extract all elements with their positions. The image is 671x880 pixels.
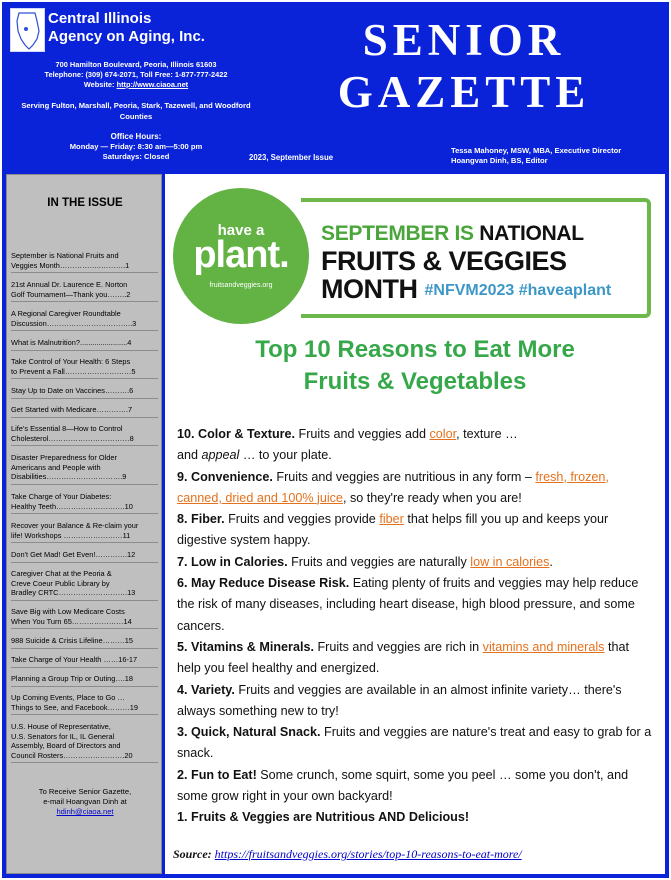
toc-item[interactable]: [11, 655, 158, 668]
toc-item-line: Save Big with Low Medicare Costs: [11, 607, 125, 616]
toc-item-line: Take Control of Your Health: 6 Steps: [11, 357, 131, 366]
reason-7: 7. Low in Calories. Fruits and veggies are naturally low in calories.: [177, 554, 553, 569]
toc-item-line: Recover your Balance & Re-claim your: [11, 521, 139, 530]
toc-item-line: Council Rosters…………………….20: [11, 750, 133, 760]
toc-item-line: September is National Fruits and: [11, 251, 119, 260]
toc-item[interactable]: [11, 338, 158, 351]
toc-item-line: Veggies Month……………..……….1: [11, 260, 130, 270]
banner-box: [301, 198, 651, 318]
banner-line1: SEPTEMBER IS NATIONAL: [321, 222, 584, 245]
vitamins-link[interactable]: vitamins and minerals: [482, 639, 605, 654]
toc-item-line: Golf Tournament—Thank you……..2: [11, 289, 131, 299]
table-of-contents: [6, 174, 162, 874]
website-link[interactable]: http://www.ciaoa.net: [116, 80, 189, 89]
toc-item-line: Up Coming Events, Place to Go …: [11, 693, 125, 702]
toc-item[interactable]: [11, 386, 158, 399]
staff-credits: Tessa Mahoney, MSW, MBA, Executive Director Hoangvan Dinh, BS, Editor: [451, 146, 622, 165]
toc-item-line: U.S. Senators for IL, IL General: [11, 731, 115, 741]
toc-item-line: U.S. House of Representative,: [11, 722, 111, 731]
toc-item-line: Planning a Group Trip or Outing….18: [11, 674, 134, 683]
main-article: [165, 174, 665, 874]
source-citation: Source: https://fruitsandveggies.org/stories/top-10-reasons-to-eat-more/: [173, 847, 522, 861]
agency-name: Central Illinois Agency on Aging, Inc.: [48, 10, 205, 45]
banner-line2: FRUITS & VEGGIES: [321, 246, 567, 276]
subscribe-email-link[interactable]: hdinh@ciaoa.net: [56, 807, 114, 816]
toc-item-line: to Prevent a Fall………………………5: [11, 366, 136, 376]
toc-item-line: Cholesterol……………………………8: [11, 433, 134, 443]
toc-item-line: life! Workshops ……………………11: [11, 530, 131, 540]
calories-link[interactable]: low in calories: [470, 554, 550, 569]
have-a-plant-logo: have a plant. fruitsandveggies.org: [173, 188, 309, 324]
toc-item-line: Creve Coeur Public Library by: [11, 578, 110, 588]
toc-item-line: Americans and People with: [11, 462, 101, 472]
masthead-header: [4, 4, 667, 170]
source-link[interactable]: https://fruitsandveggies.org/stories/top-10-reasons-to-eat-more/: [214, 847, 522, 861]
forms-link[interactable]: fresh, frozen, canned, dried and 100% juice: [177, 469, 609, 505]
toc-item[interactable]: [11, 607, 158, 629]
agency-logo: [10, 8, 45, 52]
subscribe-info: To Receive Senior Gazette, e-mail Hoangvan Dinh at hdinh@ciaoa.net: [38, 787, 132, 816]
article-title: Top 10 Reasons to Eat More Fruits & Vegetables: [255, 336, 575, 395]
toc-item-line: Discussion……………………………..3: [11, 318, 137, 328]
color-link[interactable]: color: [429, 427, 457, 441]
reason-3: 3. Quick, Natural Snack. Fruits and veggies are nature's treat and easy to grab for a snack.: [177, 725, 652, 761]
toc-item-line: What is Malnutrition?.......................4: [11, 338, 132, 347]
agency-contact: [16, 60, 256, 90]
toc-item[interactable]: [11, 550, 158, 563]
reason-4: 4. Variety. Fruits and veggies are available in an almost infinite variety… there's always something new to try!: [177, 682, 622, 718]
toc-item-line: Bradley CRTC……………………….13: [11, 588, 136, 597]
toc-item-line: Stay Up to Date on Vaccines……….6: [11, 386, 134, 395]
toc-item[interactable]: [11, 405, 158, 418]
toc-item[interactable]: [11, 674, 158, 687]
toc-item[interactable]: [11, 521, 158, 543]
toc-item[interactable]: [11, 636, 158, 649]
reason-2: 2. Fun to Eat! Some crunch, some squirt, some you peel … some you don't, and some grow right in your own backyard!: [177, 767, 629, 804]
banner-line3: MONTH #NFVM2023 #haveaplant: [321, 274, 612, 304]
illinois-map-icon: [11, 9, 44, 51]
toc-item[interactable]: [11, 280, 158, 302]
website-label: Website:: [83, 80, 117, 89]
toc-item-line: Disaster Preparedness for Older: [11, 453, 117, 462]
issue-date: 2023, September Issue: [249, 153, 334, 162]
toc-item-line: Take Charge of Your Diabetes:: [11, 492, 112, 501]
reason-5: 5. Vitamins & Minerals. Fruits and veggies are rich in vitamins and minerals that help you feel healthy and energized.: [177, 639, 629, 676]
toc-item-line: Don't Get Mad! Get Even!………….12: [11, 550, 136, 559]
address: 700 Hamilton Boulevard, Peoria, Illinois 61603: [55, 60, 217, 69]
toc-item-line: Caregiver Chat at the Peoria &: [11, 569, 112, 578]
toc-item-line: Get Started with Medicare………….7: [11, 405, 133, 414]
reason-9: 9. Convenience. Fruits and veggies are nutritious in any form – fresh, frozen, canned, dried and 100% juice, so they're ready when you are!: [177, 469, 609, 505]
nfvm-banner: [173, 188, 657, 324]
toc-item-line: When You Turn 65…………………14: [11, 616, 132, 626]
toc-item-line: Healthy Teeth……………………….10: [11, 501, 133, 511]
toc-item-line: 988 Suicide & Crisis Lifeline………15: [11, 636, 133, 645]
toc-item[interactable]: [11, 309, 158, 331]
toc-item-line: Life's Essential 8—How to Control: [11, 424, 123, 433]
reason-6: 6. May Reduce Disease Risk. Eating plenty of fruits and veggies may help reduce the risk of many diseases, including heart disease, high blood pressure, and some cancers.: [177, 576, 639, 633]
toc-item[interactable]: [11, 492, 158, 514]
service-area: Serving Fulton, Marshall, Peoria, Stark, Tazewell, and Woodford Counties: [21, 101, 251, 121]
article-body: [177, 424, 655, 829]
newsletter-title: SENIOR GAZETTE: [337, 15, 591, 117]
reason-10: 10. Color & Texture. Fruits and veggies add color, texture … and appeal … to your plate.: [177, 427, 518, 463]
toc-item[interactable]: [11, 424, 158, 446]
toc-item[interactable]: [11, 693, 158, 715]
toc-item-line: Things to See, and Facebook………19: [11, 702, 138, 712]
banner-hashtags: #NFVM2023 #haveaplant: [424, 282, 612, 299]
toc-item[interactable]: [11, 251, 158, 273]
toc-item[interactable]: [11, 357, 158, 379]
toc-item-line: A Regional Caregiver Roundtable: [11, 309, 121, 318]
toc-item-line: Take Charge of Your Health ……16-17: [11, 655, 138, 664]
reason-1: 1. Fruits & Veggies are Nutritious AND Delicious!: [177, 810, 470, 825]
toc-item-line: Assembly, Board of Directors and: [11, 741, 121, 750]
toc-item[interactable]: [11, 453, 158, 485]
toc-title: IN THE ISSUE: [47, 197, 123, 209]
toc-item[interactable]: [11, 569, 158, 601]
telephone: Telephone: (309) 674-2071, Toll Free: 1-877-777-2422: [44, 70, 228, 79]
reason-8: 8. Fiber. Fruits and veggies provide fiber that helps fill you up and keeps your digestive system happy.: [177, 512, 609, 548]
toc-item[interactable]: [11, 722, 158, 763]
office-hours: Office Hours: Monday — Friday: 8:30 am—5:00 pm Saturdays: Closed: [69, 132, 203, 161]
fiber-link[interactable]: fiber: [379, 512, 404, 527]
toc-item-line: 21st Annual Dr. Laurence E. Norton: [11, 280, 128, 289]
toc-item-line: Disabilities………………………….9: [11, 472, 127, 481]
